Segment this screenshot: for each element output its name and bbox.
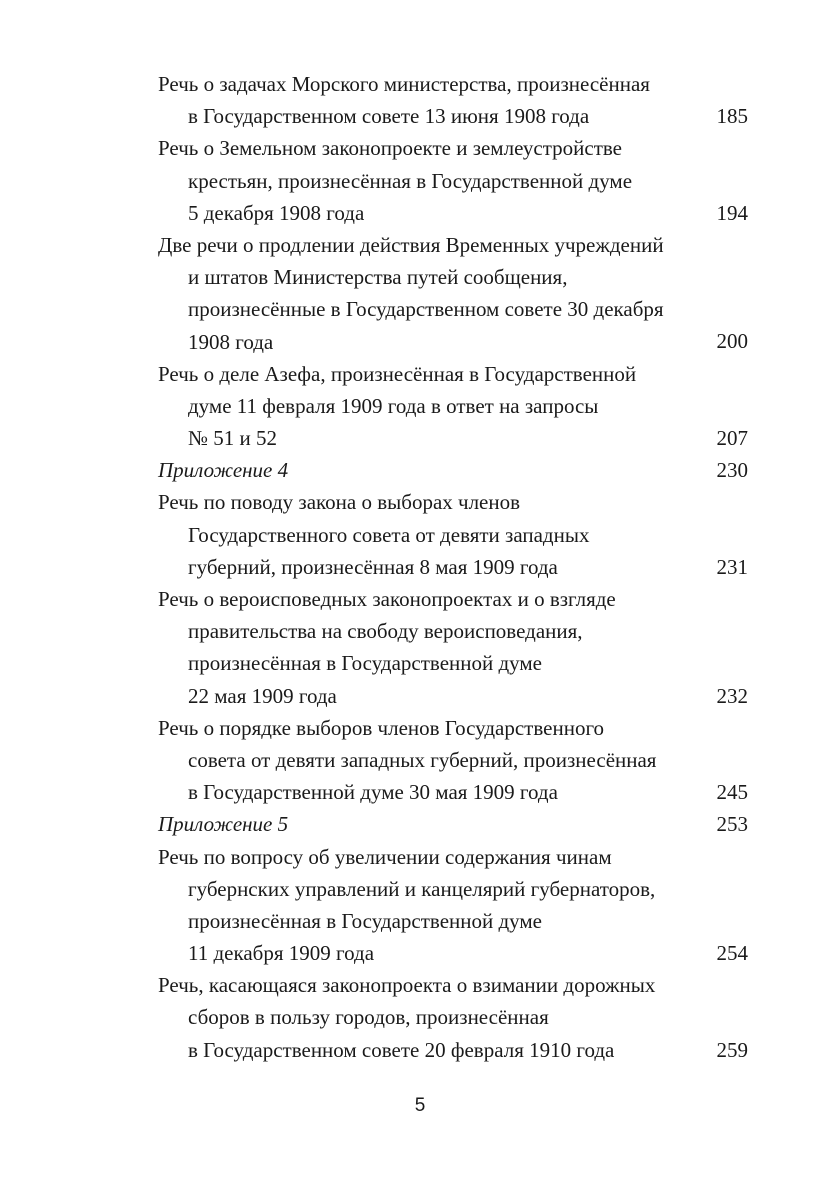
toc-entry-title-line: № 51 и 52 — [188, 426, 278, 451]
toc-entry-title-line: произнесённые в Государственном совете 30 декабря — [188, 297, 664, 322]
toc-section-heading — [158, 808, 748, 840]
toc-entry-title-line: в Государственном совете 20 февраля 1910 года — [188, 1037, 615, 1062]
toc-page-number: 254 — [716, 941, 748, 966]
toc-entry — [158, 68, 748, 132]
toc-page-number: 231 — [716, 554, 748, 579]
toc-entry-title-line: произнесённая в Государственной думе — [188, 908, 543, 933]
toc-entry-title-line: 11 декабря 1909 года — [188, 941, 375, 966]
toc-entry — [158, 583, 748, 712]
toc-entry-title-line: 5 декабря 1908 года — [188, 200, 365, 225]
toc-entry-title-line: Речь о Земельном законопроекте и землеустройстве — [158, 136, 622, 161]
toc-entry-title-line: совета от девяти западных губерний, произнесённая — [188, 747, 657, 772]
toc-page-number: 230 — [716, 458, 748, 483]
toc-page-number: 232 — [716, 683, 748, 708]
toc-page-number: 207 — [716, 426, 748, 451]
toc-entry-title-line: губернских управлений и канцелярий губернаторов, — [188, 876, 656, 901]
toc-entry-title-line: губерний, произнесённая 8 мая 1909 года — [188, 554, 558, 579]
toc-entry-title-line: Речь о задачах Морского министерства, произнесённая — [158, 72, 650, 96]
toc-entry-title-line: Приложение 5 — [158, 812, 289, 837]
toc-entry-title-line: сборов в пользу городов, произнесённая — [188, 1005, 549, 1030]
toc-entry — [158, 969, 748, 1066]
table-of-contents — [158, 68, 748, 1066]
toc-entry-title-line: и штатов Министерства путей сообщения, — [188, 265, 568, 290]
toc-entry-title-line: правительства на свободу вероисповедания, — [188, 619, 583, 644]
toc-entry — [158, 486, 748, 583]
toc-entry-title-line: Речь о порядке выборов членов Государственного — [158, 715, 605, 740]
toc-entry-title-line: Речь о деле Азефа, произнесённая в Государственной — [158, 361, 637, 386]
toc-entry-title-line: в Государственном совете 13 июня 1908 года — [188, 104, 590, 129]
toc-entry — [158, 132, 748, 229]
toc-entry — [158, 358, 748, 455]
toc-entry-title-line: Две речи о продлении действия Временных учреждений — [158, 232, 664, 257]
toc-entry-title-line: Речь, касающаяся законопроекта о взимании дорожных — [158, 973, 656, 998]
toc-page-number: 253 — [716, 812, 748, 837]
toc-entry-title-line: Речь о вероисповедных законопроектах и о взгляде — [158, 587, 616, 611]
toc-entry-title-line: крестьян, произнесённая в Государственной думе — [188, 168, 633, 193]
page-number: 5 — [414, 1095, 426, 1116]
toc-page-number: 245 — [716, 780, 748, 805]
toc-entry — [158, 841, 748, 970]
toc-page-number: 185 — [716, 104, 748, 129]
toc-entry-title-line: произнесённая в Государственной думе — [188, 651, 543, 676]
toc-entry-title-line: Речь по вопросу об увеличении содержания чинам — [158, 844, 612, 869]
toc-page-number: 194 — [716, 200, 748, 225]
toc-entry-title-line: 22 мая 1909 года — [188, 683, 337, 708]
toc-entry-title-line: Приложение 4 — [158, 458, 289, 483]
toc-entry-title-line: в Государственной думе 30 мая 1909 года — [188, 780, 558, 805]
toc-entry — [158, 712, 748, 809]
toc-entry-title-line: думе 11 февраля 1909 года в ответ на запросы — [188, 393, 599, 418]
toc-entry-title-line: Речь по поводу закона о выборах членов — [158, 490, 521, 515]
toc-page-number: 259 — [716, 1037, 748, 1062]
toc-section-heading — [158, 454, 748, 486]
toc-entry — [158, 229, 748, 358]
toc-page-number: 200 — [716, 329, 748, 354]
toc-entry-title-line: Государственного совета от девяти западных — [188, 522, 590, 547]
toc-entry-title-line: 1908 года — [188, 329, 274, 354]
